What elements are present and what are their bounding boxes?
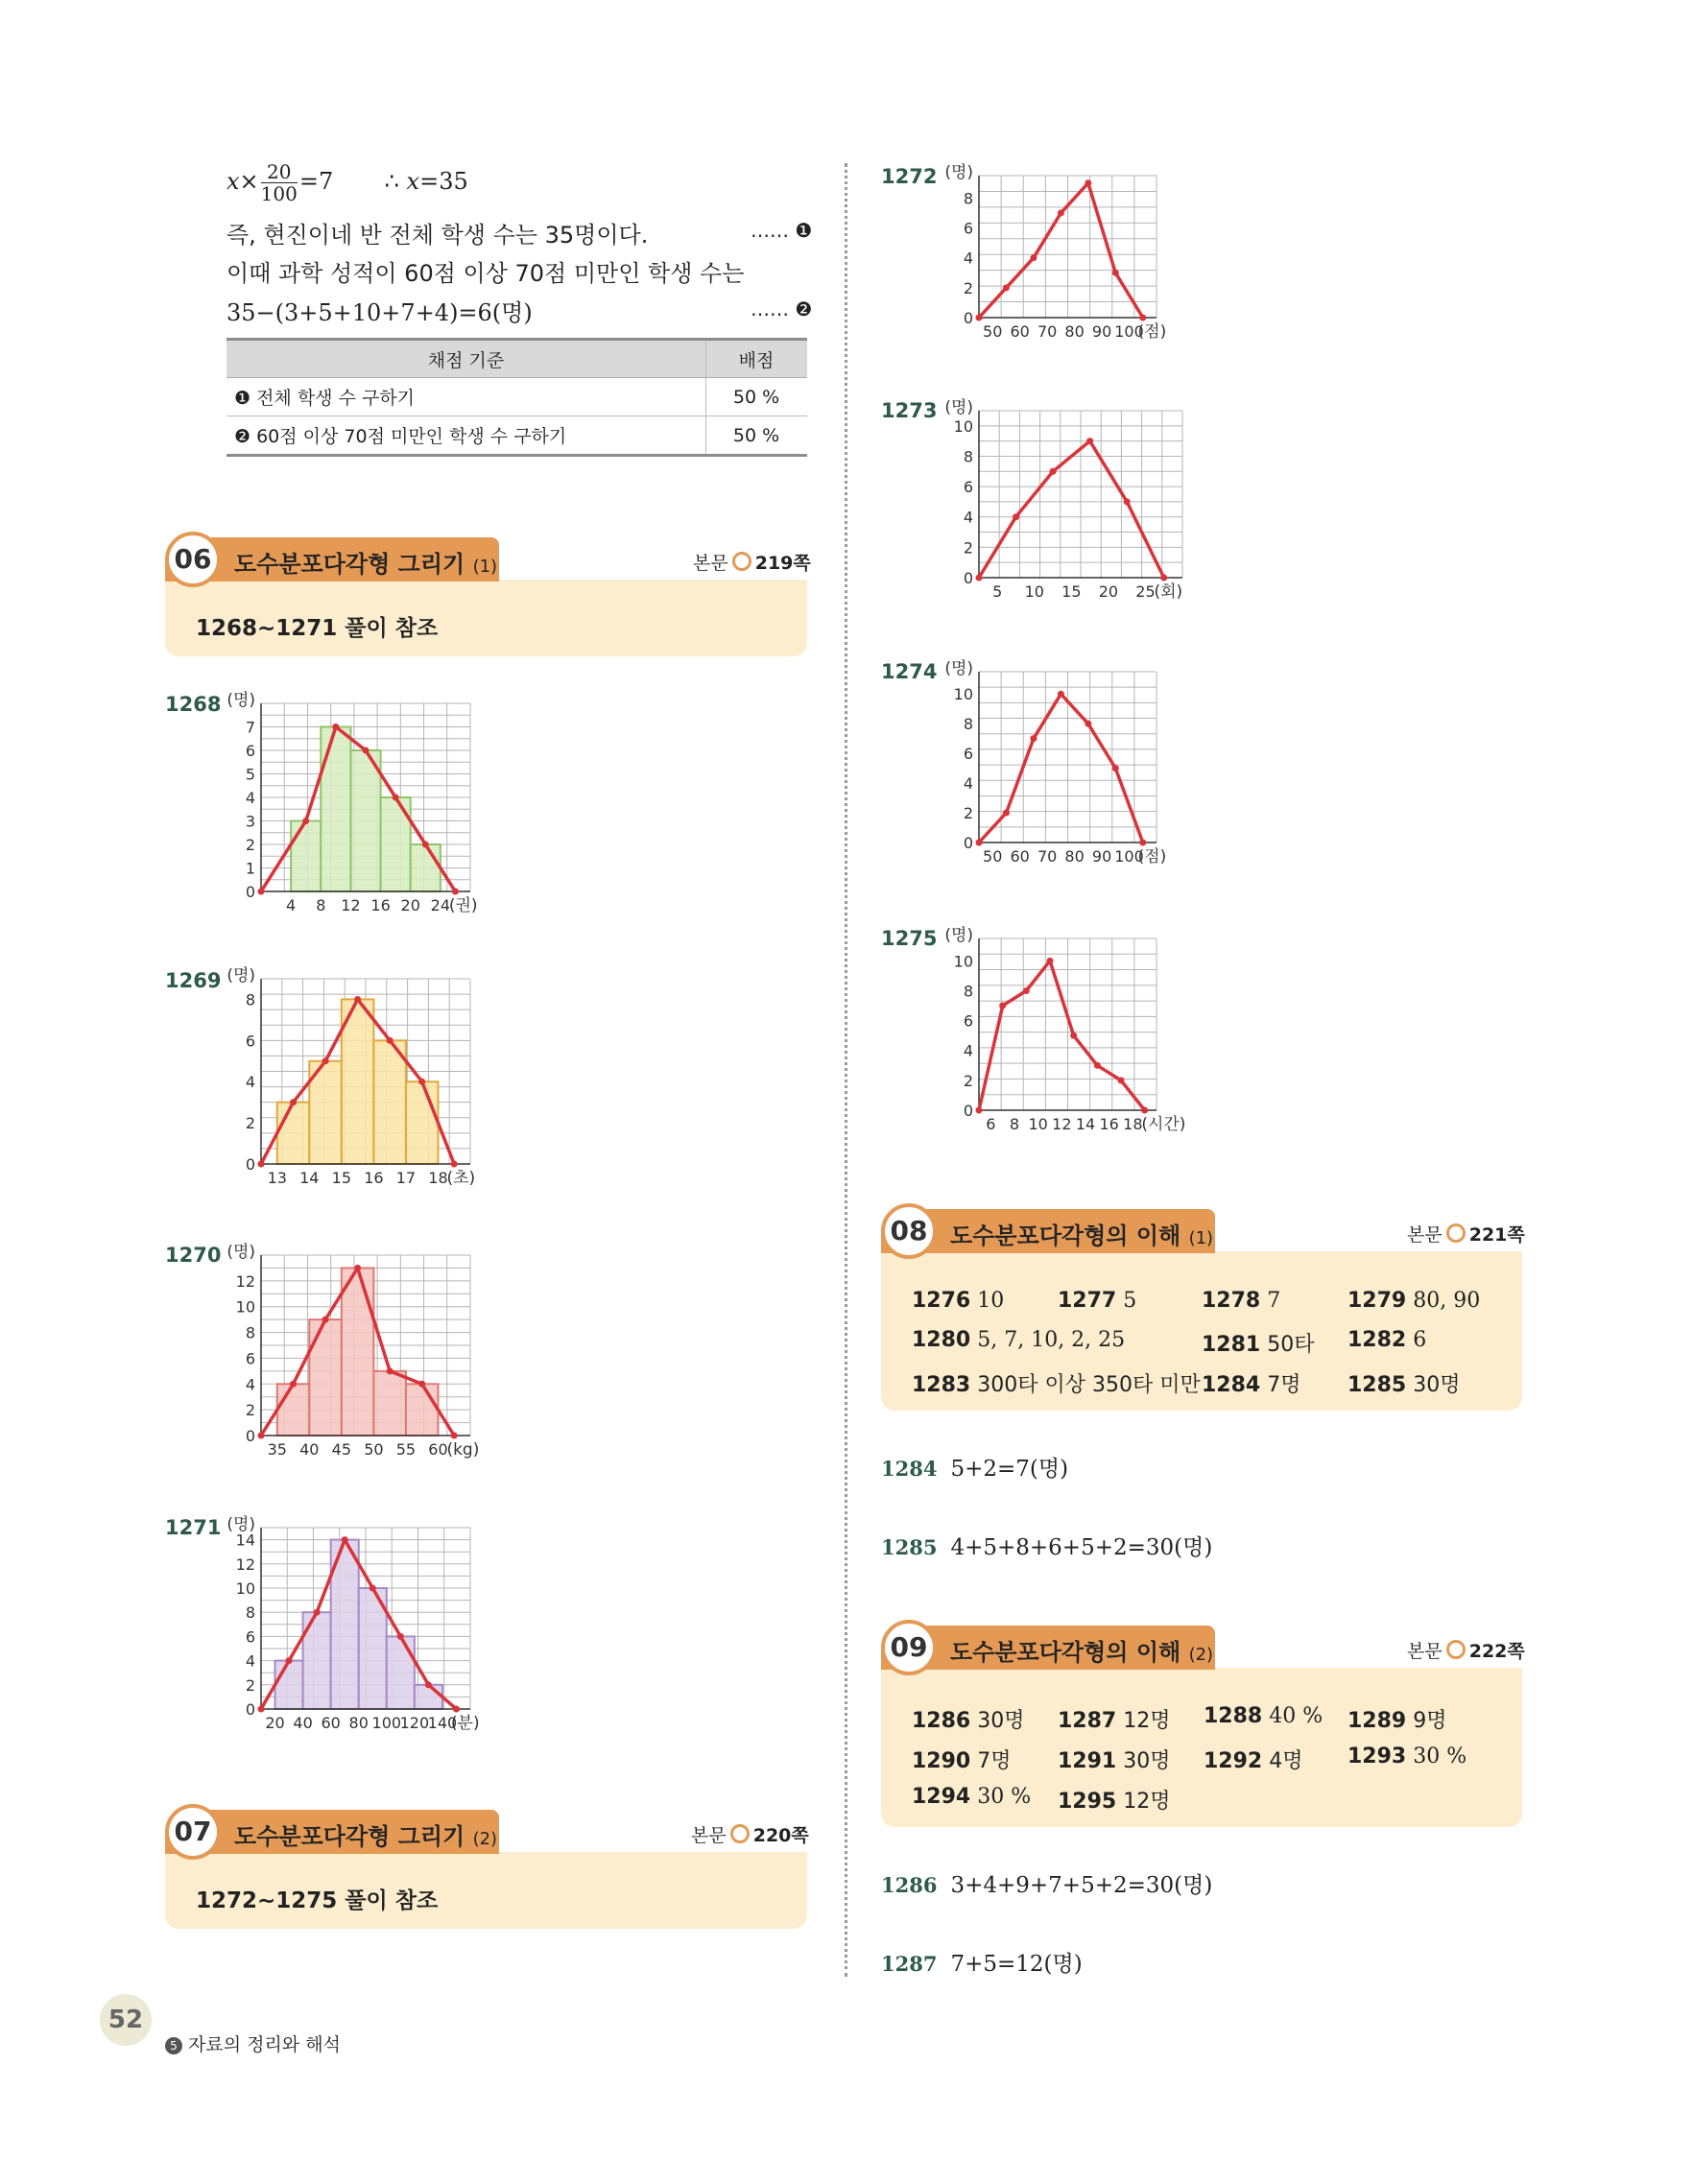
polygon-point <box>976 1107 983 1114</box>
polygon-point <box>976 575 983 582</box>
y-tick-label: 2 <box>245 1675 255 1695</box>
histogram-bar <box>309 1319 342 1436</box>
y-tick-label: 0 <box>245 1427 255 1445</box>
y-tick-label: 0 <box>963 834 973 852</box>
answer-item: 1285 30명 <box>1347 1373 1461 1397</box>
answer-item: 1276 10 <box>912 1289 1005 1313</box>
y-tick-label: 8 <box>963 189 973 208</box>
x-tick-label: 40 <box>299 1440 320 1459</box>
chart-1271 <box>223 1515 489 1747</box>
y-tick-label: 2 <box>963 1071 973 1090</box>
x-tick-label: 60 <box>1010 847 1030 866</box>
chapter-title: 5 자료의 정리와 해석 <box>165 2030 341 2056</box>
y-tick-label: 1 <box>245 859 255 878</box>
polygon-point <box>397 1633 404 1640</box>
y-tick-label: 10 <box>235 1579 255 1598</box>
x-tick-label: 25 <box>1135 582 1156 601</box>
polygon-point <box>1085 179 1091 186</box>
section-06-title: 도수분포다각형 그리기 (1) <box>234 551 498 578</box>
y-tick-label: 12 <box>235 1555 255 1574</box>
y-axis-label: (명) <box>227 1515 255 1534</box>
y-tick-label: 2 <box>963 804 973 823</box>
frequency-polygon-line <box>979 961 1145 1110</box>
y-tick-label: 6 <box>245 742 255 760</box>
histogram-bar <box>373 1371 406 1436</box>
polygon-point <box>1050 468 1057 475</box>
y-tick-label: 6 <box>963 219 973 238</box>
table-cell: ❶ 전체 학생 수 구하기 <box>227 378 706 416</box>
chart-1273 <box>941 398 1202 616</box>
answer-item: 1293 30 % <box>1347 1745 1467 1769</box>
y-tick-label: 4 <box>963 1041 973 1060</box>
polygon-point <box>422 842 429 848</box>
polygon-point <box>342 1536 348 1543</box>
polygon-point <box>425 1681 432 1688</box>
x-axis-unit: (점) <box>1137 847 1167 866</box>
marker-2: …… ❷ <box>751 297 813 320</box>
polygon-point <box>290 1099 297 1105</box>
polygon-point <box>1094 1062 1101 1069</box>
section-08-number: 08 <box>881 1203 937 1259</box>
polygon-point <box>354 1265 361 1271</box>
polygon-point <box>354 996 361 1003</box>
histogram-bar <box>275 1661 303 1709</box>
answer-item: 1281 50타 <box>1202 1333 1315 1357</box>
polygon-point <box>451 1161 458 1168</box>
table-cell: 50 % <box>706 416 808 456</box>
histogram-bar <box>277 1103 310 1164</box>
section-06-page-ref: 본문 219쪽 <box>693 553 811 574</box>
table-cell: ❷ 60점 이상 70점 미만인 학생 수 구하기 <box>227 416 706 456</box>
x-tick-label: 140 <box>427 1714 458 1732</box>
x-tick-label: 20 <box>265 1714 285 1732</box>
polygon-point <box>1112 765 1119 772</box>
x-tick-label: 17 <box>395 1169 417 1187</box>
y-axis-label: (명) <box>944 926 973 945</box>
y-tick-label: 5 <box>245 765 255 784</box>
y-tick-label: 0 <box>245 1155 255 1174</box>
section-07-number: 07 <box>165 1804 221 1860</box>
answer-item: 1289 9명 <box>1347 1709 1447 1733</box>
y-tick-label: 0 <box>963 569 973 587</box>
polygon-point <box>258 1706 265 1713</box>
x-tick-label: 8 <box>1009 1115 1020 1133</box>
solution-line-2: 즉, 현진이네 반 전체 학생 수는 35명이다. <box>227 222 649 249</box>
y-tick-label: 8 <box>963 715 973 734</box>
section-09-page-ref: 본문 222쪽 <box>1407 1641 1525 1662</box>
arrow-icon <box>730 1824 750 1843</box>
polygon-point <box>1141 1107 1148 1114</box>
arrow-icon <box>1446 1640 1466 1659</box>
y-tick-label: 2 <box>963 278 973 297</box>
x-axis-unit: (점) <box>1137 322 1167 342</box>
y-tick-label: 4 <box>963 508 973 527</box>
x-tick-label: 70 <box>1037 322 1058 341</box>
table-cell: 50 % <box>706 378 808 416</box>
y-tick-label: 0 <box>245 1700 255 1719</box>
histogram-bar <box>350 750 380 891</box>
x-tick-label: 14 <box>299 1169 320 1187</box>
y-tick-label: 8 <box>245 1323 255 1342</box>
answer-item: 1280 5, 7, 10, 2, 25 <box>912 1328 1126 1352</box>
polygon-point <box>418 1079 425 1085</box>
section-07-title: 도수분포다각형 그리기 (2) <box>234 1823 498 1850</box>
x-tick-label: 90 <box>1091 322 1112 341</box>
x-tick-label: 60 <box>321 1714 341 1732</box>
solution-line-1: x× $\frac{20}{100}$ =7 ∴ x=35 <box>227 160 468 205</box>
x-tick-label: 16 <box>1099 1115 1119 1133</box>
polygon-point <box>1030 254 1037 261</box>
x-tick-label: 24 <box>430 896 451 914</box>
y-tick-label: 6 <box>963 745 973 764</box>
x-tick-label: 12 <box>341 896 361 914</box>
section-07-body: 1272~1275 풀이 참조 <box>196 1888 439 1913</box>
chart-number: 1268 <box>165 693 222 716</box>
y-tick-label: 0 <box>963 309 973 327</box>
x-tick-label: 4 <box>286 896 297 914</box>
solution-line-3: 이때 과학 성적이 60점 이상 70점 미만인 학생 수는 <box>227 260 745 287</box>
x-tick-label: 120 <box>399 1714 430 1732</box>
answer-item: 1295 12명 <box>1058 1790 1171 1814</box>
x-tick-label: 13 <box>267 1169 287 1187</box>
x-tick-label: 60 <box>1010 322 1030 341</box>
section-06-number: 06 <box>165 532 221 587</box>
polygon-point <box>1023 987 1030 994</box>
y-tick-label: 6 <box>245 1032 255 1051</box>
polygon-point <box>1030 735 1037 742</box>
y-tick-label: 10 <box>235 1297 255 1317</box>
table-row <box>227 416 807 456</box>
polygon-point <box>290 1381 297 1388</box>
histogram-bar <box>406 1384 439 1436</box>
chart-grid <box>979 672 1156 843</box>
y-tick-label: 2 <box>245 1114 255 1133</box>
chart-number: 1271 <box>165 1516 222 1539</box>
table-header: 배점 <box>706 340 808 378</box>
polygon-point <box>1058 691 1064 698</box>
y-tick-label: 10 <box>953 685 973 704</box>
polygon-point <box>322 1317 329 1323</box>
x-tick-label: 80 <box>1064 847 1085 866</box>
x-tick-label: 8 <box>316 896 326 914</box>
answer-item: 1292 4명 <box>1204 1749 1303 1773</box>
y-tick-label: 6 <box>963 1011 973 1031</box>
x-tick-label: 60 <box>428 1440 448 1459</box>
polygon-point <box>976 315 983 321</box>
x-tick-label: 5 <box>992 582 1003 601</box>
histogram-bar <box>342 1268 374 1436</box>
x-axis-unit: (kg) <box>446 1440 480 1460</box>
chart-1272 <box>941 163 1176 356</box>
polygon-point <box>258 1433 265 1439</box>
y-tick-label: 10 <box>953 952 973 971</box>
polygon-point <box>1058 209 1064 216</box>
chart-number: 1269 <box>165 969 222 992</box>
chart-1269 <box>223 966 489 1202</box>
polygon-point <box>286 1657 293 1664</box>
x-tick-label: 20 <box>400 896 420 914</box>
polygon-point <box>363 748 370 754</box>
y-tick-label: 6 <box>245 1627 255 1647</box>
y-tick-label: 14 <box>235 1531 255 1550</box>
chapter-number-icon: 5 <box>165 2037 182 2054</box>
polygon-point <box>322 1057 329 1064</box>
x-tick-label: 10 <box>1024 582 1044 601</box>
x-tick-label: 100 <box>1114 847 1144 866</box>
y-tick-label: 4 <box>963 774 973 794</box>
histogram-bar <box>406 1081 439 1164</box>
y-tick-label: 2 <box>245 836 255 854</box>
polygon-point <box>302 818 309 824</box>
explanation-1287: 1287 7+5=12(명) <box>881 1952 1083 1977</box>
answer-item: 1282 6 <box>1347 1328 1427 1352</box>
answer-item: 1287 12명 <box>1058 1709 1171 1733</box>
answer-item: 1294 30 % <box>912 1785 1032 1809</box>
chart-number: 1275 <box>881 927 938 950</box>
x-tick-label: 18 <box>428 1169 448 1187</box>
y-tick-label: 6 <box>245 1349 255 1368</box>
chart-grid <box>979 938 1156 1110</box>
column-divider <box>845 163 847 1977</box>
polygon-point <box>1003 810 1010 817</box>
polygon-point <box>1139 315 1146 321</box>
chart-number: 1272 <box>881 165 938 188</box>
polygon-point <box>1085 721 1091 727</box>
chart-1275 <box>941 926 1186 1149</box>
y-tick-label: 4 <box>245 1651 255 1671</box>
x-tick-label: 100 <box>371 1714 402 1732</box>
x-tick-label: 16 <box>370 896 391 914</box>
x-tick-label: 55 <box>395 1440 417 1459</box>
chart-1274 <box>941 659 1176 881</box>
x-tick-label: 16 <box>364 1169 384 1187</box>
chart-1270 <box>223 1243 489 1474</box>
solution-line-4: 35−(3+5+10+7+4)=6(명) <box>227 299 533 326</box>
x-tick-label: 6 <box>986 1115 996 1133</box>
polygon-point <box>393 795 399 801</box>
polygon-point <box>1047 958 1054 964</box>
answer-item: 1283 300타 이상 350타 미만 <box>912 1373 1201 1397</box>
y-tick-label: 12 <box>235 1271 255 1291</box>
arrow-icon <box>732 552 751 571</box>
y-tick-label: 4 <box>245 1375 255 1394</box>
y-axis-label: (명) <box>227 691 255 710</box>
x-axis-unit: (초) <box>446 1169 476 1188</box>
explanation-1285: 1285 4+5+8+6+5+2=30(명) <box>881 1535 1213 1560</box>
polygon-point <box>1013 513 1019 520</box>
marker-1: …… ❶ <box>751 219 813 242</box>
x-tick-label: 90 <box>1091 847 1112 866</box>
polygon-point <box>976 840 983 846</box>
polygon-point <box>387 1367 393 1374</box>
y-tick-label: 10 <box>953 416 973 436</box>
x-tick-label: 35 <box>267 1440 287 1459</box>
answer-item: 1278 7 <box>1202 1289 1281 1313</box>
polygon-point <box>1118 1077 1125 1083</box>
x-axis-unit: (시간) <box>1141 1115 1186 1134</box>
histogram-bar <box>277 1384 310 1436</box>
x-tick-label: 15 <box>331 1169 352 1187</box>
frequency-polygon-line <box>979 441 1164 578</box>
x-axis-unit: (권) <box>448 896 478 915</box>
section-08-page-ref: 본문 221쪽 <box>1407 1224 1525 1246</box>
polygon-point <box>999 1003 1006 1009</box>
x-tick-label: 45 <box>331 1440 352 1459</box>
answer-item: 1284 7명 <box>1202 1373 1301 1397</box>
table-row <box>227 378 807 416</box>
polygon-point <box>1086 438 1093 444</box>
y-tick-label: 0 <box>963 1102 973 1120</box>
y-tick-label: 2 <box>245 1401 255 1420</box>
explanation-1284: 1284 5+2=7(명) <box>881 1457 1069 1482</box>
polygon-point <box>1003 284 1010 291</box>
y-tick-label: 7 <box>245 718 255 737</box>
y-axis-label: (명) <box>944 398 973 417</box>
y-tick-label: 8 <box>245 1603 255 1623</box>
histogram-bar <box>411 844 441 891</box>
y-tick-label: 8 <box>245 990 255 1009</box>
polygon-point <box>1124 498 1131 505</box>
histogram-bar <box>415 1685 442 1709</box>
polygon-point <box>418 1381 425 1388</box>
polygon-point <box>1112 270 1119 276</box>
x-tick-label: 80 <box>348 1714 369 1732</box>
section-09-number: 09 <box>881 1620 937 1675</box>
y-tick-label: 8 <box>963 982 973 1001</box>
x-tick-label: 50 <box>983 847 1003 866</box>
x-axis-unit: (회) <box>1154 582 1183 602</box>
y-tick-label: 6 <box>963 478 973 497</box>
section-09-title: 도수분포다각형의 이해 (2) <box>950 1639 1214 1666</box>
x-tick-label: 15 <box>1061 582 1082 601</box>
answer-item: 1277 5 <box>1058 1289 1137 1313</box>
section-06-body: 1268~1271 풀이 참조 <box>196 616 439 641</box>
polygon-point <box>451 1433 458 1439</box>
polygon-point <box>258 889 265 895</box>
x-tick-label: 100 <box>1114 322 1144 341</box>
x-tick-label: 50 <box>364 1440 384 1459</box>
y-axis-label: (명) <box>227 1243 255 1262</box>
arrow-icon <box>1446 1223 1466 1243</box>
x-axis-unit: (분) <box>450 1714 480 1733</box>
answer-item: 1290 7명 <box>912 1749 1012 1773</box>
explanation-1286: 1286 3+4+9+7+5+2=30(명) <box>881 1873 1213 1898</box>
chart-number: 1273 <box>881 399 938 422</box>
polygon-point <box>258 1161 265 1168</box>
polygon-point <box>1139 840 1146 846</box>
answer-item: 1286 30명 <box>912 1709 1025 1733</box>
y-tick-label: 4 <box>245 789 255 807</box>
chart-1268 <box>223 691 489 930</box>
y-tick-label: 4 <box>245 1073 255 1092</box>
answer-item: 1291 30명 <box>1058 1749 1171 1773</box>
polygon-point <box>1070 1033 1077 1039</box>
histogram-bar <box>387 1636 415 1709</box>
section-08-title: 도수분포다각형의 이해 (1) <box>950 1223 1214 1249</box>
histogram-bar <box>291 821 321 892</box>
histogram-bar <box>321 727 350 892</box>
page-number: 52 <box>100 1994 152 2046</box>
chart-number: 1270 <box>165 1244 222 1267</box>
y-axis-label: (명) <box>944 163 973 182</box>
y-tick-label: 0 <box>245 883 255 901</box>
polygon-point <box>387 1037 393 1044</box>
x-tick-label: 70 <box>1037 847 1058 866</box>
polygon-point <box>370 1585 376 1592</box>
histogram-bar <box>373 1040 406 1164</box>
y-tick-label: 8 <box>963 447 973 466</box>
answer-item: 1288 40 % <box>1204 1704 1323 1728</box>
x-tick-label: 12 <box>1052 1115 1072 1133</box>
x-tick-label: 40 <box>293 1714 313 1732</box>
y-tick-label: 4 <box>963 249 973 268</box>
table-header: 채점 기준 <box>227 340 706 378</box>
x-tick-label: 14 <box>1075 1115 1096 1133</box>
polygon-point <box>452 889 459 895</box>
y-axis-label: (명) <box>227 966 255 985</box>
section-07-page-ref: 본문 220쪽 <box>691 1825 809 1846</box>
polygon-point <box>453 1706 460 1713</box>
x-tick-label: 10 <box>1028 1115 1048 1133</box>
frequency-polygon-line <box>979 183 1143 318</box>
y-tick-label: 3 <box>245 812 255 831</box>
polygon-point <box>1160 575 1167 582</box>
y-tick-label: 2 <box>963 538 973 558</box>
polygon-point <box>314 1609 321 1616</box>
answer-item: 1279 80, 90 <box>1347 1289 1481 1313</box>
chart-number: 1274 <box>881 660 938 683</box>
scoring-table <box>227 338 807 457</box>
x-tick-label: 20 <box>1098 582 1119 601</box>
polygon-point <box>332 724 339 730</box>
x-tick-label: 50 <box>983 322 1003 341</box>
x-tick-label: 18 <box>1123 1115 1143 1133</box>
x-tick-label: 80 <box>1064 322 1085 341</box>
y-axis-label: (명) <box>944 659 973 678</box>
